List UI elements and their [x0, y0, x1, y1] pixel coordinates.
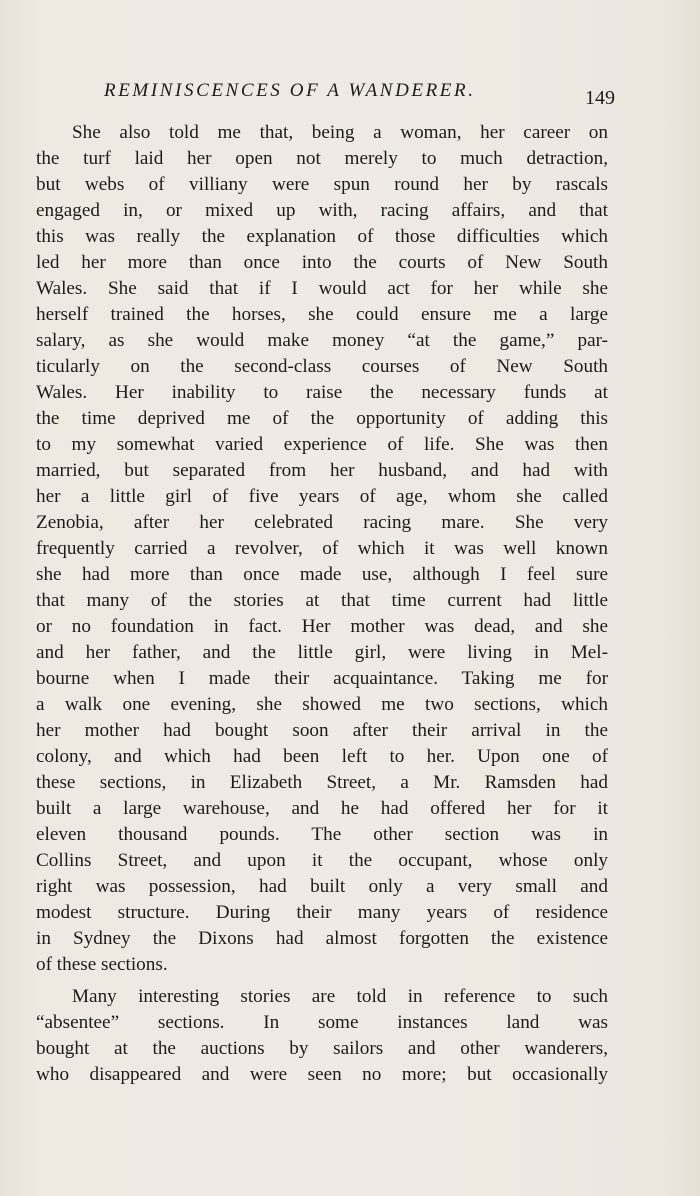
text-line: of these sections. — [36, 954, 168, 975]
text-line: or no foundation in fact. Her mother was dead, and she — [36, 616, 608, 637]
page-number: 149 — [585, 87, 615, 109]
text-line: bourne when I made their acquaintance. Taking me for — [36, 668, 608, 689]
text-line: the turf laid her open not merely to much detraction, — [36, 148, 608, 169]
text-line: Collins Street, and upon it the occupant, whose only — [36, 850, 608, 871]
text-line: Wales. She said that if I would act for her while she — [36, 278, 608, 299]
paragraph — [36, 984, 608, 1088]
text-line: ticularly on the second-class courses of New South — [36, 356, 608, 377]
text-line: a walk one evening, she showed me two sections, which — [36, 694, 608, 715]
text-line: colony, and which had been left to her. Upon one of — [36, 746, 608, 767]
text-line: modest structure. During their many years of residence — [36, 902, 608, 923]
text-line: who disappeared and were seen no more; but occasionally — [36, 1064, 608, 1085]
text-line: she had more than once made use, although I feel sure — [36, 564, 608, 585]
text-line: this was really the explanation of those difficulties which — [36, 226, 608, 247]
text-line: eleven thousand pounds. The other section was in — [36, 824, 608, 845]
text-line: Many interesting stories are told in reference to such — [72, 986, 608, 1007]
body-text — [36, 120, 608, 1088]
text-line: right was possession, had built only a very small and — [36, 876, 608, 897]
text-line: but webs of villiany were spun round her by rascals — [36, 174, 608, 195]
text-line: frequently carried a revolver, of which it was well known — [36, 538, 608, 559]
text-line: her mother had bought soon after their arrival in the — [36, 720, 608, 741]
text-line: these sections, in Elizabeth Street, a Mr. Ramsden had — [36, 772, 608, 793]
text-line: bought at the auctions by sailors and other wanderers, — [36, 1038, 608, 1059]
text-line: “absentee” sections. In some instances land was — [36, 1012, 608, 1033]
paragraph — [36, 120, 608, 978]
text-line: in Sydney the Dixons had almost forgotten the existence — [36, 928, 608, 949]
text-line: led her more than once into the courts of New South — [36, 252, 608, 273]
text-line: married, but separated from her husband, and had with — [36, 460, 608, 481]
text-line: the time deprived me of the opportunity of adding this — [36, 408, 608, 429]
text-line: that many of the stories at that time current had little — [36, 590, 608, 611]
text-line: and her father, and the little girl, were living in Mel- — [36, 642, 608, 663]
text-line: Zenobia, after her celebrated racing mare. She very — [36, 512, 608, 533]
text-line: herself trained the horses, she could ensure me a large — [36, 304, 608, 325]
running-head-title: REMINISCENCES OF A WANDERER. — [104, 80, 476, 101]
text-line: engaged in, or mixed up with, racing affairs, and that — [36, 200, 608, 221]
text-line: built a large warehouse, and he had offered her for it — [36, 798, 608, 819]
text-line: She also told me that, being a woman, her career on — [72, 122, 608, 143]
text-line: salary, as she would make money “at the game,” par- — [36, 330, 608, 351]
text-line: to my somewhat varied experience of life. She was then — [36, 434, 608, 455]
text-line: her a little girl of five years of age, whom she called — [36, 486, 608, 507]
text-line: Wales. Her inability to raise the necessary funds at — [36, 382, 608, 403]
